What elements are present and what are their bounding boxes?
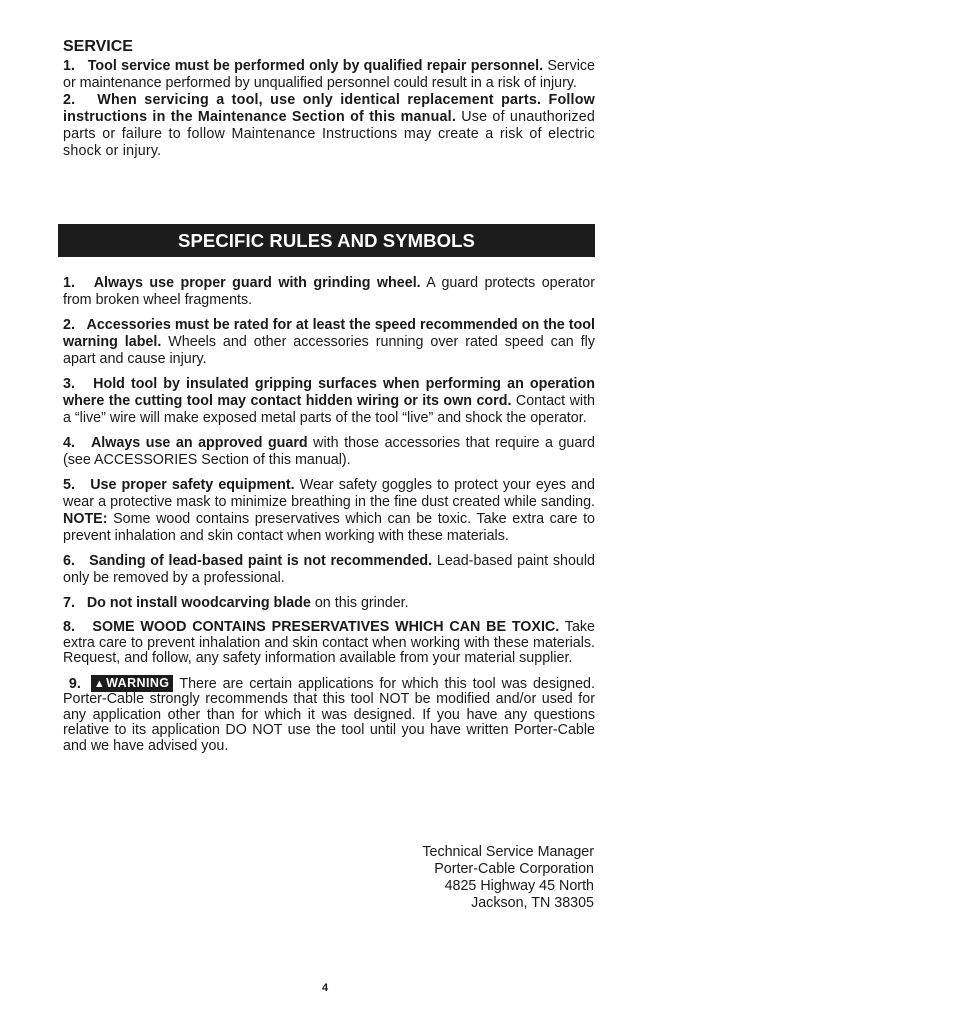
address-line-3: 4825 Highway 45 North	[444, 878, 594, 894]
specific-rules-banner: SPECIFIC RULES AND SYMBOLS	[58, 224, 595, 257]
page-number: 4	[322, 982, 329, 994]
warning-badge: ▲WARNING	[91, 675, 174, 692]
rule-item-1: 1. Always use proper guard with grinding wheel. A guard protects operator from broken wheel fragments.	[63, 275, 595, 308]
rule-item-5: 5. Use proper safety equipment. Wear safety goggles to protect your eyes and wear a protective mask to minimize breathing in the fine dust created while sanding. NOTE: Some wood contains preservatives which can be toxic. Take extra care to prevent inhalation and skin contact when working with these materials.	[63, 477, 595, 544]
rule-item-2: 2. Accessories must be rated for at least the speed recommended on the tool warning label. Wheels and other accessories running over rated speed can fly apart and cause injury.	[63, 317, 595, 367]
rule-item-3: 3. Hold tool by insulated gripping surfaces when performing an operation where the cutting tool may contact hidden wiring or its own cord. Contact with a “live” wire will make exposed metal parts of the tool “live” and shock the operator.	[63, 376, 596, 426]
rule-item-9: 9. ▲WARNING There are certain applications for which this tool was designed. Porter-Cable strongly recommends that this tool NOT be modified and/or used for any application other than for which it was designed. If you have any questions relative to its application DO NOT use the tool until you have written Porter-Cable and we have advised you.	[63, 675, 595, 754]
service-section	[63, 58, 595, 160]
specific-rules-list	[63, 275, 595, 762]
service-manager-address	[422, 844, 594, 912]
service-heading: SERVICE	[63, 38, 133, 55]
rule-item-8: 8. SOME WOOD CONTAINS PRESERVATIVES WHICH CAN BE TOXIC. Take extra care to prevent inhalation and skin contact when working with these materials. Request, and follow, any safety information available from your material supplier.	[63, 619, 596, 666]
address-line-2: Porter-Cable Corporation	[434, 861, 594, 877]
rule-item-7: 7. Do not install woodcarving blade on this grinder.	[63, 595, 409, 611]
rule-item-6: 6. Sanding of lead-based paint is not recommended. Lead-based paint should only be removed by a professional.	[63, 553, 595, 586]
rule-item-4: 4. Always use an approved guard with those accessories that require a guard (see ACCESSORIES Section of this manual).	[63, 435, 596, 468]
service-item-1: 1. Tool service must be performed only by qualified repair personnel. Service or maintenance performed by unqualified personnel could result in a risk of injury.	[63, 58, 595, 91]
service-item-2: 2. When servicing a tool, use only identical replacement parts. Follow instructions in the Maintenance Section of this manual. Use of unauthorized parts or failure to follow Maintenance Instructions may create a risk of electric shock or injury.	[63, 92, 595, 159]
address-line-1: Technical Service Manager	[422, 844, 594, 860]
warning-triangle-icon: ▲	[93, 677, 106, 690]
address-line-4: Jackson, TN 38305	[471, 895, 594, 911]
